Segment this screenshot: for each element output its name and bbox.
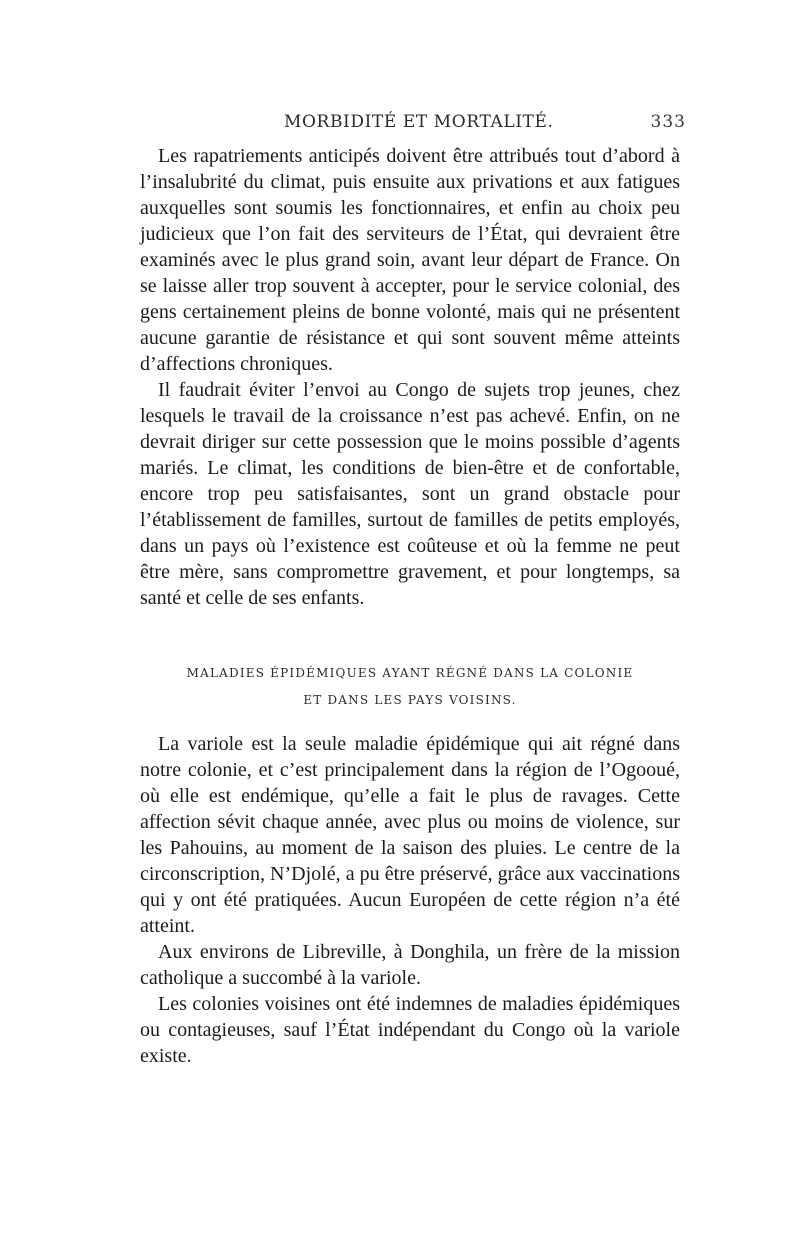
page-number: 333: [650, 112, 686, 132]
text-block-after-heading: [140, 731, 680, 1069]
paragraph-neighbouring-colonies: Les colonies voisines ont été indemnes de maladies épidémiques ou contagieuses, sauf l’État indépendant du Congo où la variole existe.: [140, 993, 680, 1067]
section-heading: [140, 660, 680, 714]
paragraph-young-agents: Il faudrait éviter l’envoi au Congo de sujets trop jeunes, chez lesquels le travail de la croissance n’est pas achevé. Enfin, on ne devrait diriger sur cette possession que le moins possible d’agents mariés. Le climat, les conditions de bien-être et de confortable, encore trop peu satisfaisantes, sont un grand obstacle pour l’établissement de familles, surtout de familles de petits employés, dans un pays où l’existence est coûteuse et où la femme ne peut être mère, sans compromettre gravement, et pour longtemps, sa santé et celle de ses enfants.: [140, 379, 680, 609]
paragraph-libreville: Aux environs de Libreville, à Donghila, un frère de la mission catholique a succombé à la variole.: [140, 941, 680, 989]
text-block-before-heading: [140, 143, 680, 611]
running-head: [150, 112, 686, 142]
section-heading-line-1: MALADIES ÉPIDÉMIQUES AYANT RÉGNÉ DANS LA COLONIE: [186, 666, 634, 680]
paragraph-variole: La variole est la seule maladie épidémique qui ait régné dans notre colonie, et c’est principalement dans la région de l’Ogooué, où elle est endémique, qu’elle a fait le plus de ravages. Cette affection sévit chaque année, avec plus ou moins de violence, sur les Pahouins, au moment de la saison des pluies. Le centre de la circonscription, N’Djolé, a pu être préservé, grâce aux vaccinations qui y ont été pratiquées. Aucun Européen de cette région n’a été atteint.: [140, 733, 680, 937]
section-heading-line-2: ET DANS LES PAYS VOISINS.: [303, 693, 517, 707]
running-title: MORBIDITÉ ET MORTALITÉ.: [284, 112, 554, 132]
paragraph-repatriations: Les rapatriements anticipés doivent être attribués tout d’abord à l’insalubrité du climat, puis ensuite aux privations et aux fatigues auxquelles sont soumis les fonctionnaires, et enfin au choix peu judicieux que l’on fait des serviteurs de l’État, qui devraient être examinés avec le plus grand soin, avant leur départ de France. On se laisse aller trop souvent à accepter, pour le service colonial, des gens certainement pleins de bonne volonté, mais qui ne présentent aucune garantie de résistance et qui sont souvent même atteints d’affections chroniques.: [140, 145, 680, 375]
